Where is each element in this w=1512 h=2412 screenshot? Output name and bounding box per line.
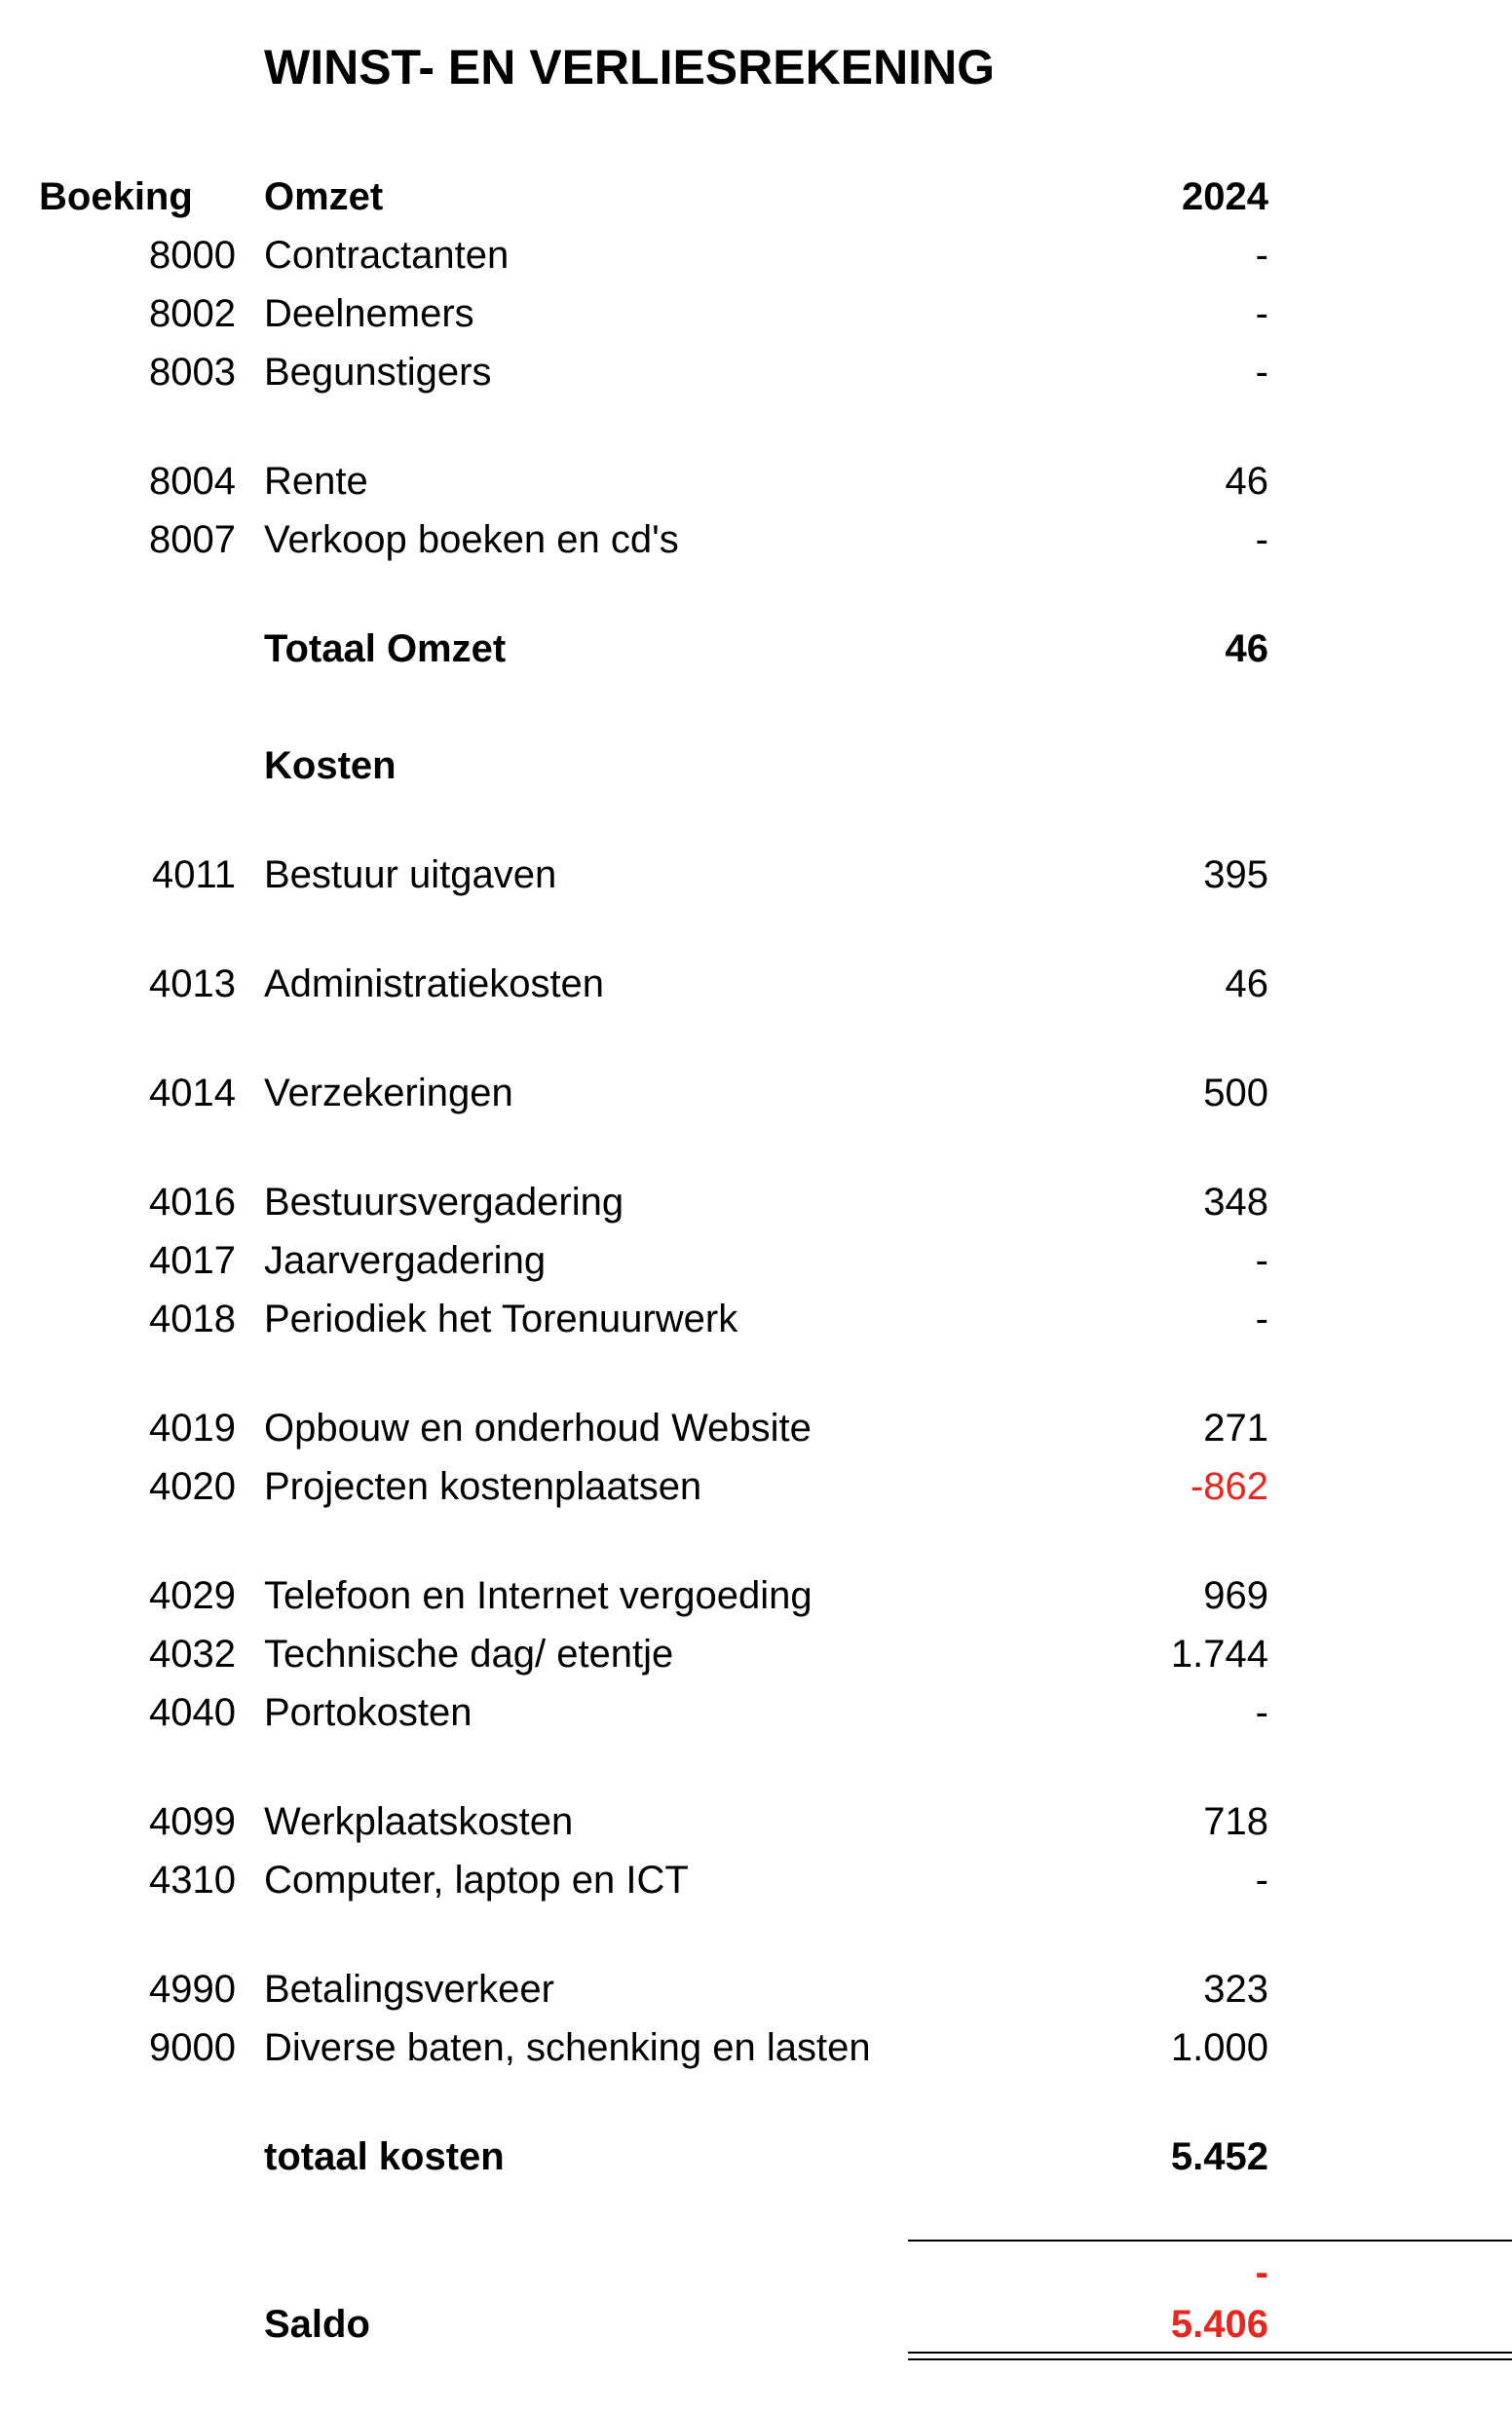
booking-code: 4020 — [149, 1465, 236, 1508]
totaal-omzet-value: 46 — [1225, 627, 1268, 670]
booking-code: 8007 — [149, 518, 236, 561]
totaal-kosten-label: totaal kosten — [264, 2135, 505, 2178]
omzet-row — [0, 452, 1512, 510]
booking-code: 4014 — [149, 1072, 236, 1114]
kosten-row — [0, 1851, 1512, 1909]
row-label: Administratiekosten — [264, 962, 605, 1005]
kosten-row — [0, 846, 1512, 904]
kosten-row — [0, 1290, 1512, 1348]
booking-code: 4013 — [149, 962, 236, 1005]
booking-code: 8002 — [149, 292, 236, 335]
kosten-row — [0, 1231, 1512, 1290]
row-value: 969 — [1203, 1574, 1268, 1617]
kosten-row — [0, 1625, 1512, 1683]
kosten-row — [0, 1173, 1512, 1231]
booking-code: 4040 — [149, 1691, 236, 1734]
row-value: - — [1255, 351, 1268, 394]
saldo-value: 5.406 — [1170, 2303, 1268, 2346]
booking-code: 8004 — [149, 460, 236, 503]
omzet-header: Omzet — [264, 175, 384, 218]
row-value: 718 — [1203, 1800, 1268, 1843]
kosten-row — [0, 1960, 1512, 2018]
row-value: 46 — [1225, 460, 1268, 503]
row-value: - — [1255, 234, 1268, 277]
row-value: 323 — [1203, 1968, 1268, 2011]
booking-code: 4099 — [149, 1800, 236, 1843]
row-label: Portokosten — [264, 1691, 472, 1734]
row-value: - — [1255, 1239, 1268, 1282]
total-double-rule — [908, 2352, 1512, 2360]
booking-code: 4990 — [149, 1968, 236, 2011]
omzet-row — [0, 510, 1512, 569]
row-label: Computer, laptop en ICT — [264, 1859, 689, 1902]
row-value: 1.744 — [1170, 1633, 1268, 1676]
negative-value: -862 — [1190, 1465, 1268, 1508]
row-label: Verkoop boeken en cd's — [264, 518, 679, 561]
totaal-omzet-label: Totaal Omzet — [264, 627, 507, 670]
totaal-kosten-value: 5.452 — [1170, 2135, 1268, 2178]
booking-code: 8003 — [149, 351, 236, 394]
kosten-row — [0, 1683, 1512, 1742]
row-value: 500 — [1203, 1072, 1268, 1114]
booking-code: 4016 — [149, 1181, 236, 1224]
row-value: - — [1255, 1298, 1268, 1340]
row-label: Technische dag/ etentje — [264, 1633, 674, 1676]
omzet-row — [0, 284, 1512, 343]
booking-code: 4011 — [151, 853, 236, 896]
row-value: 271 — [1203, 1407, 1268, 1450]
row-label: Betalingsverkeer — [264, 1968, 554, 2011]
kosten-row — [0, 1566, 1512, 1625]
row-label: Telefoon en Internet vergoeding — [264, 1574, 813, 1617]
row-value: - — [1255, 1859, 1268, 1902]
saldo-sign-row — [0, 2243, 1512, 2302]
totaal-kosten-row — [0, 2128, 1512, 2186]
row-label: Projecten kostenplaatsen — [264, 1465, 702, 1508]
booking-code: 4029 — [149, 1574, 236, 1617]
booking-code: 4017 — [149, 1239, 236, 1282]
kosten-row — [0, 1399, 1512, 1457]
column-header-row — [0, 168, 1512, 226]
booking-code: 4310 — [149, 1859, 236, 1902]
page-title: WINST- EN VERLIESREKENING — [264, 40, 996, 94]
year-header: 2024 — [1182, 175, 1268, 218]
row-label: Periodiek het Torenuurwerk — [264, 1298, 738, 1340]
row-value: 46 — [1225, 962, 1268, 1005]
sum-rule — [908, 2240, 1512, 2242]
row-value: - — [1255, 518, 1268, 561]
totaal-omzet-row — [0, 620, 1512, 678]
row-label: Jaarvergadering — [264, 1239, 547, 1282]
row-value: - — [1255, 1691, 1268, 1734]
saldo-sign: - — [1255, 2251, 1268, 2294]
row-label: Rente — [264, 460, 368, 503]
booking-code: 8000 — [149, 234, 236, 277]
row-value: 395 — [1203, 853, 1268, 896]
kosten-row — [0, 2018, 1512, 2077]
row-label: Opbouw en onderhoud Website — [264, 1407, 812, 1450]
kosten-row — [0, 955, 1512, 1013]
row-label: Begunstigers — [264, 351, 492, 394]
kosten-header: Kosten — [264, 744, 397, 787]
boeking-header: Boeking — [39, 175, 193, 218]
kosten-row — [0, 1064, 1512, 1122]
row-value: - — [1255, 292, 1268, 335]
kosten-header-row — [0, 736, 1512, 795]
booking-code: 4019 — [149, 1407, 236, 1450]
row-label: Deelnemers — [264, 292, 474, 335]
row-label: Verzekeringen — [264, 1072, 513, 1114]
omzet-row — [0, 343, 1512, 401]
row-label: Werkplaatskosten — [264, 1800, 574, 1843]
row-label: Diverse baten, schenking en lasten — [264, 2026, 871, 2069]
booking-code: 4018 — [149, 1298, 236, 1340]
kosten-row — [0, 1457, 1512, 1516]
row-value: 1.000 — [1170, 2026, 1268, 2069]
saldo-label: Saldo — [264, 2303, 370, 2346]
row-label: Bestuursvergadering — [264, 1181, 624, 1224]
row-label: Bestuur uitgaven — [264, 853, 557, 896]
booking-code: 4032 — [149, 1633, 236, 1676]
kosten-row — [0, 1792, 1512, 1851]
saldo-row — [0, 2295, 1512, 2354]
omzet-row — [0, 226, 1512, 284]
booking-code: 9000 — [149, 2026, 236, 2069]
row-label: Contractanten — [264, 234, 510, 277]
row-value: 348 — [1203, 1181, 1268, 1224]
